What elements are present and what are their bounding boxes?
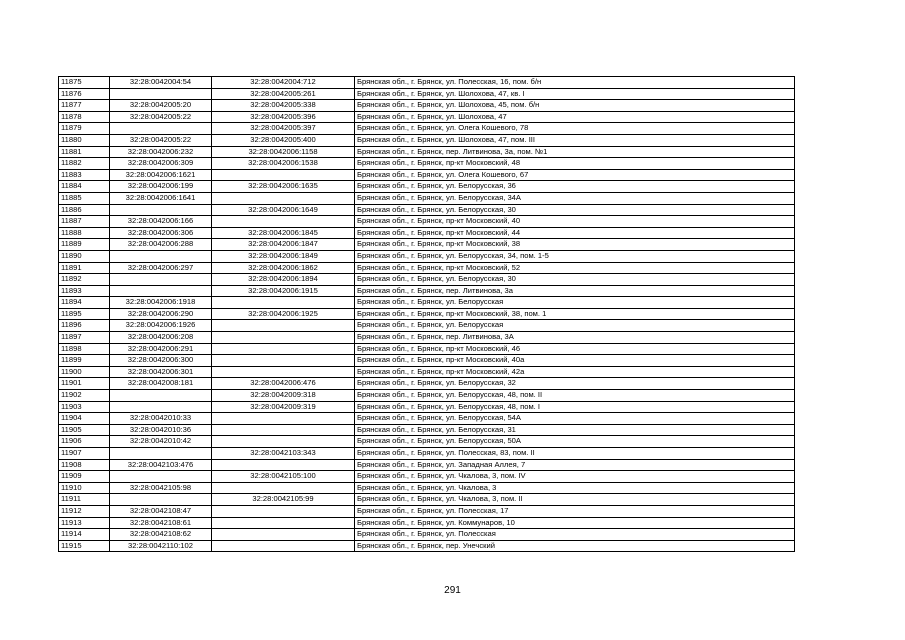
cell-building-cadastral-number xyxy=(212,355,355,367)
cell-address: Брянская обл., г. Брянск, ул. Чкалова, 3, пом. IV xyxy=(355,471,795,483)
cell-parcel-cadastral-number xyxy=(110,285,212,297)
cell-parcel-cadastral-number: 32:28:0042006:301 xyxy=(110,366,212,378)
cell-building-cadastral-number xyxy=(212,413,355,425)
table-row xyxy=(59,424,795,436)
cell-parcel-cadastral-number: 32:28:0042105:98 xyxy=(110,482,212,494)
cell-record-number: 11898 xyxy=(59,343,110,355)
cell-building-cadastral-number xyxy=(212,192,355,204)
table-row xyxy=(59,204,795,216)
table-row xyxy=(59,216,795,228)
cell-building-cadastral-number xyxy=(212,517,355,529)
table-row xyxy=(59,517,795,529)
cell-parcel-cadastral-number: 32:28:0042006:232 xyxy=(110,146,212,158)
cell-parcel-cadastral-number: 32:28:0042006:300 xyxy=(110,355,212,367)
cell-record-number: 11877 xyxy=(59,100,110,112)
cell-address: Брянская обл., г. Брянск, ул. Белорусская, 54А xyxy=(355,413,795,425)
cell-address: Брянская обл., г. Брянск, ул. Белорусская, 30 xyxy=(355,204,795,216)
cell-address: Брянская обл., г. Брянск, ул. Белорусская, 48, пом. I xyxy=(355,401,795,413)
table-row xyxy=(59,158,795,170)
table-row xyxy=(59,448,795,460)
cell-building-cadastral-number: 32:28:0042006:1894 xyxy=(212,274,355,286)
cell-record-number: 11910 xyxy=(59,482,110,494)
cell-parcel-cadastral-number: 32:28:0042006:291 xyxy=(110,343,212,355)
cell-address: Брянская обл., г. Брянск, ул. Западная Аллея, 7 xyxy=(355,459,795,471)
cell-parcel-cadastral-number: 32:28:0042010:36 xyxy=(110,424,212,436)
table-row xyxy=(59,274,795,286)
cell-record-number: 11899 xyxy=(59,355,110,367)
cell-parcel-cadastral-number xyxy=(110,494,212,506)
cell-record-number: 11894 xyxy=(59,297,110,309)
table-row xyxy=(59,355,795,367)
table-row xyxy=(59,540,795,552)
cell-parcel-cadastral-number: 32:28:0042010:42 xyxy=(110,436,212,448)
cell-record-number: 11902 xyxy=(59,390,110,402)
cell-parcel-cadastral-number: 32:28:0042005:20 xyxy=(110,100,212,112)
cell-parcel-cadastral-number: 32:28:0042110:102 xyxy=(110,540,212,552)
cell-building-cadastral-number xyxy=(212,436,355,448)
cell-parcel-cadastral-number: 32:28:0042108:61 xyxy=(110,517,212,529)
cell-record-number: 11906 xyxy=(59,436,110,448)
cell-parcel-cadastral-number: 32:28:0042006:306 xyxy=(110,227,212,239)
table-row xyxy=(59,111,795,123)
cell-parcel-cadastral-number: 32:28:0042005:22 xyxy=(110,134,212,146)
page-number: 291 xyxy=(444,585,461,596)
table-row xyxy=(59,100,795,112)
cell-address: Брянская обл., г. Брянск, пр-кт Московский, 38, пом. 1 xyxy=(355,308,795,320)
cell-parcel-cadastral-number: 32:28:0042006:1641 xyxy=(110,192,212,204)
cell-address: Брянская обл., г. Брянск, пер. Унечский xyxy=(355,540,795,552)
cell-building-cadastral-number: 32:28:0042006:1847 xyxy=(212,239,355,251)
cell-address: Брянская обл., г. Брянск, ул. Чкалова, 3, пом. II xyxy=(355,494,795,506)
cell-address: Брянская обл., г. Брянск, ул. Олега Кошевого, 78 xyxy=(355,123,795,135)
cell-record-number: 11913 xyxy=(59,517,110,529)
cell-parcel-cadastral-number: 32:28:0042006:290 xyxy=(110,308,212,320)
table-row xyxy=(59,88,795,100)
cell-record-number: 11896 xyxy=(59,320,110,332)
cell-building-cadastral-number: 32:28:0042004:712 xyxy=(212,77,355,89)
cell-address: Брянская обл., г. Брянск, ул. Полесская, 16, пом. б/н xyxy=(355,77,795,89)
table-row xyxy=(59,146,795,158)
cell-parcel-cadastral-number xyxy=(110,448,212,460)
cell-record-number: 11884 xyxy=(59,181,110,193)
cell-address: Брянская обл., г. Брянск, пр-кт Московский, 48 xyxy=(355,158,795,170)
cell-building-cadastral-number: 32:28:0042005:338 xyxy=(212,100,355,112)
table-row xyxy=(59,529,795,541)
cell-address: Брянская обл., г. Брянск, ул. Белорусская xyxy=(355,297,795,309)
cell-record-number: 11897 xyxy=(59,332,110,344)
table-row xyxy=(59,343,795,355)
cell-address: Брянская обл., г. Брянск, пр-кт Московский, 46 xyxy=(355,343,795,355)
cell-parcel-cadastral-number: 32:28:0042006:166 xyxy=(110,216,212,228)
cell-record-number: 11886 xyxy=(59,204,110,216)
cell-building-cadastral-number: 32:28:0042006:1635 xyxy=(212,181,355,193)
cell-address: Брянская обл., г. Брянск, ул. Белорусская, 32 xyxy=(355,378,795,390)
cell-parcel-cadastral-number: 32:28:0042006:208 xyxy=(110,332,212,344)
cell-building-cadastral-number: 32:28:0042105:100 xyxy=(212,471,355,483)
cell-address: Брянская обл., г. Брянск, ул. Чкалова, 3 xyxy=(355,482,795,494)
cell-record-number: 11905 xyxy=(59,424,110,436)
cell-building-cadastral-number xyxy=(212,424,355,436)
cell-record-number: 11891 xyxy=(59,262,110,274)
cell-parcel-cadastral-number: 32:28:0042006:309 xyxy=(110,158,212,170)
cell-parcel-cadastral-number: 32:28:0042108:62 xyxy=(110,529,212,541)
cell-parcel-cadastral-number xyxy=(110,204,212,216)
cell-building-cadastral-number xyxy=(212,482,355,494)
table-row xyxy=(59,262,795,274)
cell-address: Брянская обл., г. Брянск, пр-кт Московский, 40 xyxy=(355,216,795,228)
table-row xyxy=(59,332,795,344)
cell-building-cadastral-number xyxy=(212,169,355,181)
cell-building-cadastral-number: 32:28:0042005:400 xyxy=(212,134,355,146)
cell-record-number: 11881 xyxy=(59,146,110,158)
cell-parcel-cadastral-number xyxy=(110,123,212,135)
cell-address: Брянская обл., г. Брянск, ул. Полесская, 83, пом. II xyxy=(355,448,795,460)
cell-record-number: 11876 xyxy=(59,88,110,100)
cell-address: Брянская обл., г. Брянск, ул. Коммунаров, 10 xyxy=(355,517,795,529)
cell-address: Брянская обл., г. Брянск, ул. Белорусская, 36 xyxy=(355,181,795,193)
cell-building-cadastral-number: 32:28:0042005:396 xyxy=(212,111,355,123)
cell-record-number: 11882 xyxy=(59,158,110,170)
cell-building-cadastral-number xyxy=(212,297,355,309)
cell-building-cadastral-number xyxy=(212,320,355,332)
cell-parcel-cadastral-number: 32:28:0042006:297 xyxy=(110,262,212,274)
cell-building-cadastral-number: 32:28:0042005:397 xyxy=(212,123,355,135)
table-row xyxy=(59,192,795,204)
cell-record-number: 11875 xyxy=(59,77,110,89)
table-row xyxy=(59,308,795,320)
cell-building-cadastral-number xyxy=(212,343,355,355)
table-row xyxy=(59,505,795,517)
cell-parcel-cadastral-number: 32:28:0042010:33 xyxy=(110,413,212,425)
cell-building-cadastral-number: 32:28:0042009:318 xyxy=(212,390,355,402)
cell-parcel-cadastral-number: 32:28:0042008:181 xyxy=(110,378,212,390)
cell-address: Брянская обл., г. Брянск, ул. Белорусская, 48, пом. II xyxy=(355,390,795,402)
cell-parcel-cadastral-number: 32:28:0042006:1621 xyxy=(110,169,212,181)
cell-address: Брянская обл., г. Брянск, ул. Белорусская xyxy=(355,320,795,332)
cell-record-number: 11900 xyxy=(59,366,110,378)
table-row xyxy=(59,181,795,193)
cell-record-number: 11880 xyxy=(59,134,110,146)
registry-table-body xyxy=(59,77,795,552)
cell-address: Брянская обл., г. Брянск, пер. Литвинова, 3а xyxy=(355,285,795,297)
cell-building-cadastral-number xyxy=(212,332,355,344)
table-row xyxy=(59,123,795,135)
table-row xyxy=(59,471,795,483)
cell-parcel-cadastral-number: 32:28:0042006:199 xyxy=(110,181,212,193)
cell-parcel-cadastral-number: 32:28:0042004:54 xyxy=(110,77,212,89)
table-row xyxy=(59,494,795,506)
cell-parcel-cadastral-number: 32:28:0042108:47 xyxy=(110,505,212,517)
cell-address: Брянская обл., г. Брянск, ул. Белорусская, 50А xyxy=(355,436,795,448)
cell-address: Брянская обл., г. Брянск, ул. Полесская, 17 xyxy=(355,505,795,517)
cell-parcel-cadastral-number: 32:28:0042006:1926 xyxy=(110,320,212,332)
cell-record-number: 11904 xyxy=(59,413,110,425)
cell-record-number: 11885 xyxy=(59,192,110,204)
cell-record-number: 11909 xyxy=(59,471,110,483)
cell-building-cadastral-number: 32:28:0042105:99 xyxy=(212,494,355,506)
cell-record-number: 11893 xyxy=(59,285,110,297)
table-row xyxy=(59,227,795,239)
cell-address: Брянская обл., г. Брянск, ул. Белорусская, 31 xyxy=(355,424,795,436)
cell-building-cadastral-number: 32:28:0042006:1862 xyxy=(212,262,355,274)
cell-record-number: 11907 xyxy=(59,448,110,460)
cell-parcel-cadastral-number xyxy=(110,401,212,413)
cell-building-cadastral-number: 32:28:0042006:476 xyxy=(212,378,355,390)
cell-address: Брянская обл., г. Брянск, пр-кт Московский, 38 xyxy=(355,239,795,251)
cell-building-cadastral-number: 32:28:0042006:1925 xyxy=(212,308,355,320)
cell-address: Брянская обл., г. Брянск, пр-кт Московский, 42а xyxy=(355,366,795,378)
cell-address: Брянская обл., г. Брянск, пр-кт Московский, 52 xyxy=(355,262,795,274)
table-row xyxy=(59,378,795,390)
cell-address: Брянская обл., г. Брянск, пр-кт Московский, 40а xyxy=(355,355,795,367)
cell-record-number: 11908 xyxy=(59,459,110,471)
table-row xyxy=(59,239,795,251)
cell-building-cadastral-number xyxy=(212,529,355,541)
cell-record-number: 11879 xyxy=(59,123,110,135)
cell-record-number: 11887 xyxy=(59,216,110,228)
cell-parcel-cadastral-number xyxy=(110,88,212,100)
cell-parcel-cadastral-number xyxy=(110,274,212,286)
cell-record-number: 11889 xyxy=(59,239,110,251)
property-registry-table xyxy=(58,76,795,552)
cell-building-cadastral-number: 32:28:0042005:261 xyxy=(212,88,355,100)
cell-address: Брянская обл., г. Брянск, ул. Шолохова, 47 xyxy=(355,111,795,123)
cell-record-number: 11895 xyxy=(59,308,110,320)
cell-parcel-cadastral-number xyxy=(110,250,212,262)
cell-record-number: 11915 xyxy=(59,540,110,552)
cell-address: Брянская обл., г. Брянск, ул. Шолохова, 47, кв. I xyxy=(355,88,795,100)
cell-address: Брянская обл., г. Брянск, пер. Литвинова, 3а, пом. №1 xyxy=(355,146,795,158)
cell-building-cadastral-number: 32:28:0042006:1915 xyxy=(212,285,355,297)
cell-address: Брянская обл., г. Брянск, ул. Олега Кошевого, 67 xyxy=(355,169,795,181)
table-row xyxy=(59,413,795,425)
cell-building-cadastral-number: 32:28:0042006:1649 xyxy=(212,204,355,216)
cell-parcel-cadastral-number: 32:28:0042006:1918 xyxy=(110,297,212,309)
cell-building-cadastral-number: 32:28:0042009:319 xyxy=(212,401,355,413)
cell-record-number: 11892 xyxy=(59,274,110,286)
cell-building-cadastral-number: 32:28:0042006:1845 xyxy=(212,227,355,239)
table-row xyxy=(59,482,795,494)
cell-building-cadastral-number xyxy=(212,540,355,552)
cell-building-cadastral-number: 32:28:0042006:1538 xyxy=(212,158,355,170)
cell-address: Брянская обл., г. Брянск, ул. Белорусская, 30 xyxy=(355,274,795,286)
cell-building-cadastral-number xyxy=(212,216,355,228)
cell-record-number: 11912 xyxy=(59,505,110,517)
table-row xyxy=(59,134,795,146)
cell-address: Брянская обл., г. Брянск, пр-кт Московский, 44 xyxy=(355,227,795,239)
table-row xyxy=(59,285,795,297)
table-row xyxy=(59,366,795,378)
cell-record-number: 11883 xyxy=(59,169,110,181)
table-row xyxy=(59,77,795,89)
table-row xyxy=(59,250,795,262)
cell-building-cadastral-number: 32:28:0042006:1158 xyxy=(212,146,355,158)
cell-address: Брянская обл., г. Брянск, ул. Белорусская, 34А xyxy=(355,192,795,204)
cell-building-cadastral-number xyxy=(212,459,355,471)
table-row xyxy=(59,390,795,402)
cell-record-number: 11890 xyxy=(59,250,110,262)
cell-record-number: 11911 xyxy=(59,494,110,506)
cell-record-number: 11888 xyxy=(59,227,110,239)
table-row xyxy=(59,436,795,448)
cell-parcel-cadastral-number xyxy=(110,471,212,483)
table-row xyxy=(59,297,795,309)
table-row xyxy=(59,459,795,471)
cell-address: Брянская обл., г. Брянск, ул. Шолохова, 47, пом. III xyxy=(355,134,795,146)
cell-parcel-cadastral-number: 32:28:0042103:476 xyxy=(110,459,212,471)
cell-parcel-cadastral-number: 32:28:0042006:288 xyxy=(110,239,212,251)
cell-building-cadastral-number xyxy=(212,366,355,378)
table-row xyxy=(59,320,795,332)
cell-address: Брянская обл., г. Брянск, пер. Литвинова, 3А xyxy=(355,332,795,344)
table-row xyxy=(59,169,795,181)
cell-building-cadastral-number: 32:28:0042103:343 xyxy=(212,448,355,460)
cell-parcel-cadastral-number: 32:28:0042005:22 xyxy=(110,111,212,123)
cell-building-cadastral-number: 32:28:0042006:1849 xyxy=(212,250,355,262)
cell-record-number: 11878 xyxy=(59,111,110,123)
cell-address: Брянская обл., г. Брянск, ул. Полесская xyxy=(355,529,795,541)
cell-address: Брянская обл., г. Брянск, ул. Шолохова, 45, пом. б/н xyxy=(355,100,795,112)
cell-record-number: 11901 xyxy=(59,378,110,390)
cell-building-cadastral-number xyxy=(212,505,355,517)
cell-record-number: 11903 xyxy=(59,401,110,413)
cell-parcel-cadastral-number xyxy=(110,390,212,402)
cell-address: Брянская обл., г. Брянск, ул. Белорусская, 34, пом. 1-5 xyxy=(355,250,795,262)
table-row xyxy=(59,401,795,413)
cell-record-number: 11914 xyxy=(59,529,110,541)
